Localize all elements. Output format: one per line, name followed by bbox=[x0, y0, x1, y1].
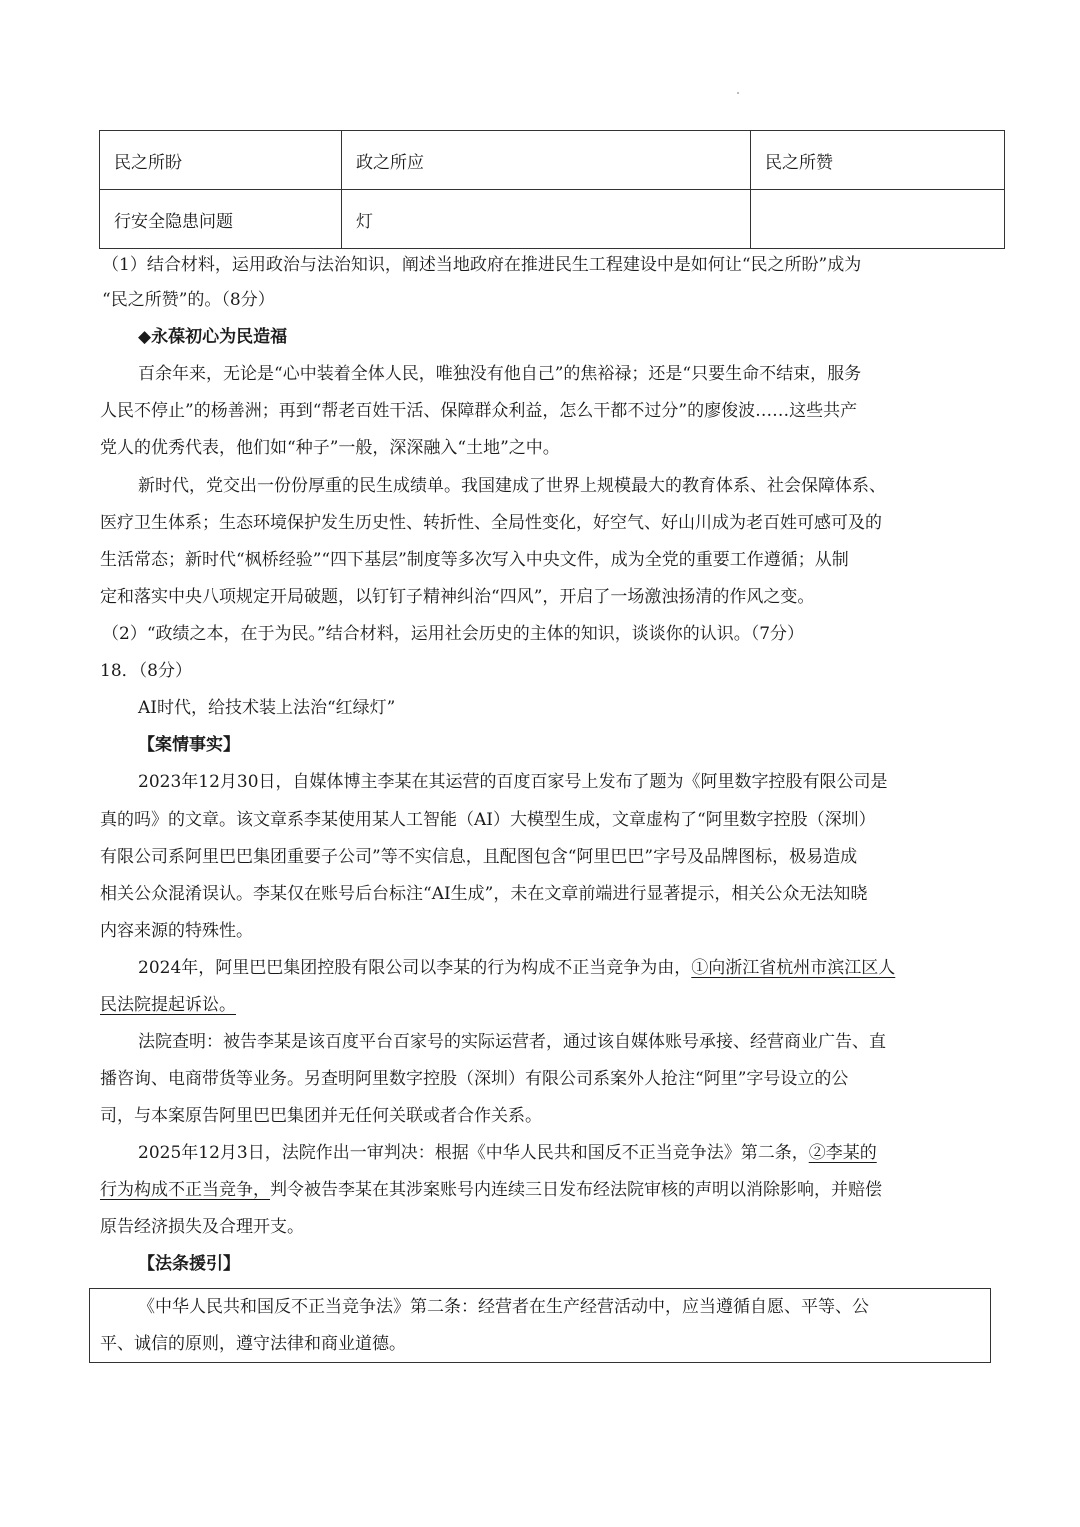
underlined-text: 民法院提起诉讼。 bbox=[100, 995, 236, 1015]
table-cell: 行安全隐患问题 bbox=[100, 190, 342, 249]
section-title: ◆永葆初心为民造福 bbox=[138, 327, 288, 347]
paragraph-line: 有限公司系阿里巴巴集团重要子公司”等不实信息，且配图包含“阿里巴巴”字号及品牌图标，极易造成 bbox=[100, 847, 858, 867]
underlined-text: 行为构成不正当竞争， bbox=[100, 1180, 270, 1200]
paragraph-line: 相关公众混淆误认。李某仅在账号后台标注“AI生成”，未在文章前端进行显著提示，相关公众无法知晓 bbox=[100, 884, 868, 904]
table-header-row bbox=[100, 131, 1005, 190]
table-header-cell: 政之所应 bbox=[342, 131, 751, 190]
table-cell bbox=[751, 190, 1005, 249]
table-header-cell: 民之所盼 bbox=[100, 131, 342, 190]
policy-table bbox=[99, 130, 1005, 249]
underlined-text: ①向浙江省杭州市滨江区人 bbox=[691, 958, 896, 978]
table-header-cell: 民之所赞 bbox=[751, 131, 1005, 190]
paragraph-line: 百余年来，无论是“心中装着全体人民，唯独没有他自己”的焦裕禄；还是“只要生命不结束，服务 bbox=[138, 364, 862, 384]
paragraph-line: 原告经济损失及合理开支。 bbox=[100, 1217, 304, 1237]
question-18-subtitle: AI时代，给技术装上法治“红绿灯” bbox=[138, 698, 396, 718]
paragraph-line bbox=[100, 1180, 882, 1200]
paragraph-line: 医疗卫生体系；生态环境保护发生历史性、转折性、全局性变化，好空气、好山川成为老百姓可感可及的 bbox=[100, 513, 882, 533]
paragraph-line bbox=[138, 958, 895, 978]
question-2: （2）“政绩之本，在于为民。”结合材料，运用社会历史的主体的知识，谈谈你的认识。（7分） bbox=[102, 624, 805, 644]
paragraph-line: 法院查明：被告李某是该百度平台百家号的实际运营者，通过该自媒体账号承接、经营商业广告、直 bbox=[138, 1032, 886, 1052]
paragraph-line: 内容来源的特殊性。 bbox=[100, 921, 253, 941]
question-1-line: （1）结合材料，运用政治与法治知识，阐述当地政府在推进民生工程建设中是如何让“民之所盼”成为 bbox=[102, 255, 862, 275]
paragraph-line: 人民不停止”的杨善洲；再到“帮老百姓干活、保障群众利益，怎么干都不过分”的廖俊波……这些共产 bbox=[100, 401, 858, 421]
paragraph-text: 判令被告李某在其涉案账号内连续三日发布经法院审核的声明以消除影响，并赔偿 bbox=[270, 1180, 882, 1200]
underlined-text: ②李某的 bbox=[808, 1143, 877, 1163]
question-1-line: “民之所赞”的。（8分） bbox=[102, 290, 275, 310]
law-quote-line: 《中华人民共和国反不正当竞争法》第二条：经营者在生产经营活动中，应当遵循自愿、平等、公 bbox=[138, 1297, 869, 1317]
paragraph-line bbox=[138, 1143, 877, 1163]
paragraph-line: 2023年12月30日，自媒体博主李某在其运营的百度百家号上发布了题为《阿里数字控股有限公司是 bbox=[138, 772, 888, 792]
paragraph-line: 党人的优秀代表，他们如“种子”一般，深深融入“土地”之中。 bbox=[100, 438, 560, 458]
table-row bbox=[100, 190, 1005, 249]
facts-title: 【案情事实】 bbox=[138, 735, 240, 755]
paragraph-line: 真的吗》的文章。该文章系李某使用某人工智能（AI）大模型生成，文章虚构了“阿里数字控股（深圳） bbox=[100, 810, 876, 830]
law-quote-line: 平、诚信的原则，遵守法律和商业道德。 bbox=[100, 1334, 406, 1354]
paragraph-line: 新时代，党交出一份份厚重的民生成绩单。我国建成了世界上规模最大的教育体系、社会保障体系、 bbox=[138, 476, 886, 496]
paragraph-line: 定和落实中央八项规定开局破题，以钉钉子精神纠治“四风”，开启了一场激浊扬清的作风之变。 bbox=[100, 587, 815, 607]
paragraph-text: 2025年12月3日，法院作出一审判决：根据《中华人民共和国反不正当竞争法》第二条， bbox=[138, 1143, 809, 1163]
paragraph-line: 播咨询、电商带货等业务。另查明阿里数字控股（深圳）有限公司系案外人抢注“阿里”字号设立的公 bbox=[100, 1069, 849, 1089]
table-cell: 灯 bbox=[342, 190, 751, 249]
law-title: 【法条援引】 bbox=[138, 1254, 240, 1274]
paragraph-line: 司，与本案原告阿里巴巴集团并无任何关联或者合作关系。 bbox=[100, 1106, 542, 1126]
paragraph-line: 生活常态；新时代“枫桥经验”“四下基层”制度等多次写入中央文件，成为全党的重要工作遵循；从制 bbox=[100, 550, 849, 570]
question-18-head: 18．（8分） bbox=[100, 661, 192, 681]
paragraph-text: 2024年，阿里巴巴集团控股有限公司以李某的行为构成不正当竞争为由， bbox=[138, 958, 692, 978]
scan-speck bbox=[737, 92, 739, 94]
